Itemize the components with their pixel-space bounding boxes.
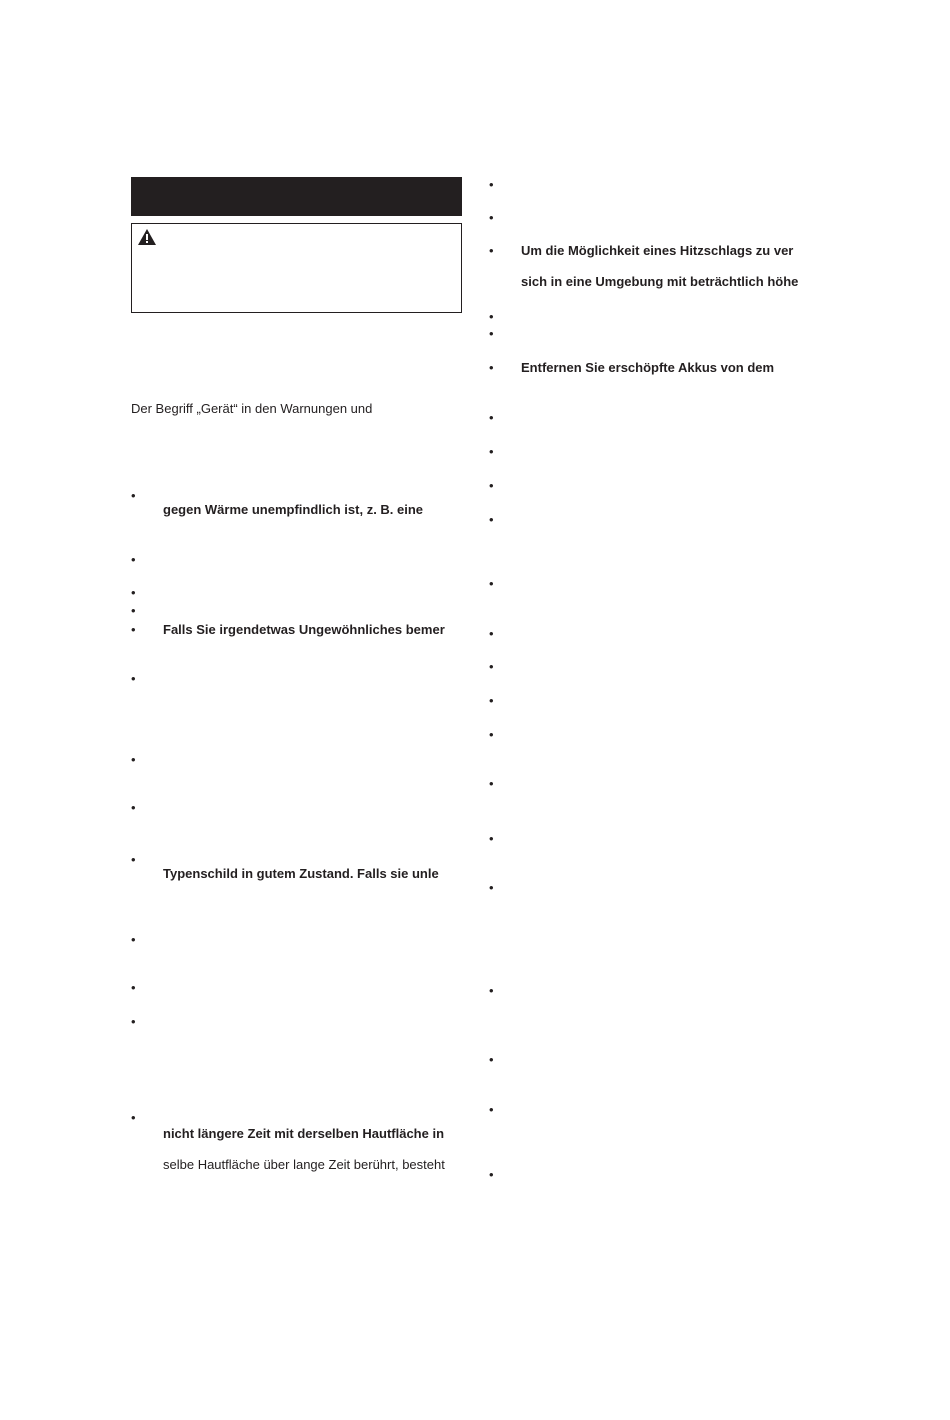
warning-triangle-icon xyxy=(137,228,157,246)
left-bullet: • xyxy=(131,585,136,600)
right-bullet: • xyxy=(489,309,494,324)
right-bullet: • xyxy=(489,880,494,895)
right-bullet: • xyxy=(489,444,494,459)
right-bold-line-1: Um die Möglichkeit eines Hitzschlags zu ver xyxy=(521,243,794,258)
right-bullet: • xyxy=(489,1052,494,1067)
left-bullet: • xyxy=(131,1014,136,1029)
right-bullet: • xyxy=(489,410,494,425)
left-bullet: • xyxy=(131,488,136,503)
right-bullet: • xyxy=(489,1167,494,1182)
left-bullet: • xyxy=(131,932,136,947)
left-bullet: • xyxy=(131,1110,136,1125)
right-bullet: • xyxy=(489,831,494,846)
right-bullet: • xyxy=(489,776,494,791)
right-bold-line-3: Entfernen Sie erschöpfte Akkus von dem xyxy=(521,360,775,375)
right-bullet: • xyxy=(489,693,494,708)
left-bold-line-1: gegen Wärme unempfindlich ist, z. B. eine xyxy=(163,502,424,517)
left-bullet: • xyxy=(131,622,136,637)
right-bullet: • xyxy=(489,727,494,742)
warning-box xyxy=(131,223,462,313)
right-bullet: • xyxy=(489,512,494,527)
section-header-bar xyxy=(131,177,462,216)
right-bullet: • xyxy=(489,177,494,192)
right-bullet: • xyxy=(489,1102,494,1117)
intro-text: Der Begriff „Gerät“ in den Warnungen und xyxy=(131,401,373,416)
left-bullet: • xyxy=(131,603,136,618)
right-bullet: • xyxy=(489,478,494,493)
left-bold-line-2: Falls Sie irgendetwas Ungewöhnliches bemer xyxy=(163,622,445,637)
right-bullet: • xyxy=(489,210,494,225)
right-bullet: • xyxy=(489,326,494,341)
left-text-line-5: selbe Hautfläche über lange Zeit berührt, besteht xyxy=(163,1157,445,1172)
left-bullet: • xyxy=(131,980,136,995)
right-bullet: • xyxy=(489,626,494,641)
right-bullet: • xyxy=(489,360,494,375)
left-bullet: • xyxy=(131,852,136,867)
left-bullet: • xyxy=(131,800,136,815)
left-bold-line-3: Typenschild in gutem Zustand. Falls sie unle xyxy=(163,866,439,881)
right-bullet: • xyxy=(489,659,494,674)
right-bullet: • xyxy=(489,576,494,591)
right-bullet: • xyxy=(489,983,494,998)
left-bullet: • xyxy=(131,752,136,767)
left-bullet: • xyxy=(131,671,136,686)
right-bullet: • xyxy=(489,243,494,258)
right-bold-line-2: sich in eine Umgebung mit beträchtlich höhe xyxy=(521,274,799,289)
left-bullet: • xyxy=(131,552,136,567)
left-bold-line-4: nicht längere Zeit mit derselben Hautfläche in xyxy=(163,1126,445,1141)
